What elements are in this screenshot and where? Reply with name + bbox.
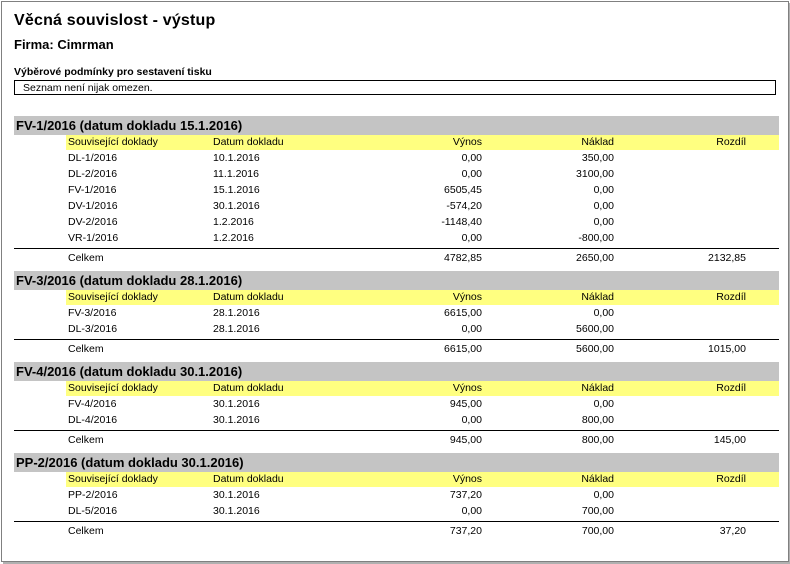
- table-row: [14, 166, 779, 182]
- row-date: 11.1.2016: [213, 168, 259, 180]
- row-naklad: 0,00: [593, 398, 614, 410]
- column-header-vynos: Výnos: [452, 291, 482, 303]
- row-date: 30.1.2016: [213, 489, 260, 501]
- section-header: FV-3/2016 (datum dokladu 28.1.2016): [14, 271, 779, 290]
- total-label: Celkem: [68, 434, 104, 446]
- column-header-row: [66, 472, 779, 487]
- column-header-rozdil: Rozdíl: [716, 382, 746, 394]
- total-label: Celkem: [68, 525, 104, 537]
- row-doc: DV-1/2016: [68, 200, 118, 212]
- row-doc: FV-1/2016: [68, 184, 117, 196]
- column-header-row: [66, 135, 779, 150]
- row-naklad: 0,00: [593, 307, 614, 319]
- document-section: [14, 453, 779, 540]
- row-date: 1.2.2016: [213, 216, 254, 228]
- filter-value: Seznam není nijak omezen.: [23, 82, 153, 94]
- row-doc: FV-4/2016: [68, 398, 117, 410]
- total-naklad: 700,00: [581, 525, 614, 537]
- section-header: PP-2/2016 (datum dokladu 30.1.2016): [14, 453, 779, 472]
- section-rows: [14, 150, 779, 246]
- table-row: [14, 150, 779, 166]
- section-rows: [14, 396, 779, 428]
- row-vynos: 6505,45: [444, 184, 482, 196]
- row-date: 28.1.2016: [213, 307, 260, 319]
- column-header-doc: Související doklady: [68, 382, 158, 394]
- row-date: 30.1.2016: [213, 414, 260, 426]
- total-rozdil: 1015,00: [708, 343, 746, 355]
- table-row: [14, 182, 779, 198]
- total-naklad: 800,00: [581, 434, 614, 446]
- total-rozdil: 37,20: [719, 525, 746, 537]
- filter-box: [14, 80, 776, 95]
- column-header-rozdil: Rozdíl: [716, 473, 746, 485]
- row-vynos: 0,00: [461, 232, 482, 244]
- row-doc: PP-2/2016: [68, 489, 118, 501]
- column-header-date: Datum dokladu: [213, 382, 284, 394]
- column-header-row: [66, 381, 779, 396]
- row-naklad: 0,00: [593, 184, 614, 196]
- row-doc: DL-5/2016: [68, 505, 118, 517]
- total-naklad: 2650,00: [576, 252, 614, 264]
- column-header-vynos: Výnos: [452, 382, 482, 394]
- row-doc: DV-2/2016: [68, 216, 118, 228]
- row-vynos: 945,00: [449, 398, 482, 410]
- section-rows: [14, 305, 779, 337]
- row-vynos: 737,20: [449, 489, 482, 501]
- total-vynos: 6615,00: [444, 343, 482, 355]
- total-rozdil: 145,00: [713, 434, 746, 446]
- column-header-date: Datum dokladu: [213, 291, 284, 303]
- total-row: [14, 430, 779, 449]
- row-doc: DL-1/2016: [68, 152, 118, 164]
- row-vynos: 0,00: [461, 414, 482, 426]
- row-naklad: 0,00: [593, 216, 614, 228]
- row-doc: DL-4/2016: [68, 414, 118, 426]
- total-label: Celkem: [68, 252, 104, 264]
- row-date: 1.2.2016: [213, 232, 254, 244]
- row-date: 30.1.2016: [213, 505, 260, 517]
- total-naklad: 5600,00: [576, 343, 614, 355]
- table-row: [14, 487, 779, 503]
- total-rozdil: 2132,85: [708, 252, 746, 264]
- table-row: [14, 412, 779, 428]
- total-vynos: 945,00: [449, 434, 482, 446]
- row-vynos: 0,00: [461, 505, 482, 517]
- company-name: Firma: Cimrman: [14, 37, 114, 52]
- row-naklad: 350,00: [581, 152, 614, 164]
- total-vynos: 737,20: [449, 525, 482, 537]
- section-header: FV-4/2016 (datum dokladu 30.1.2016): [14, 362, 779, 381]
- column-header-naklad: Náklad: [581, 473, 614, 485]
- row-doc: DL-2/2016: [68, 168, 118, 180]
- filter-caption: Výběrové podmínky pro sestavení tisku: [14, 66, 212, 78]
- row-vynos: 0,00: [461, 323, 482, 335]
- row-date: 28.1.2016: [213, 323, 260, 335]
- column-header-naklad: Náklad: [581, 382, 614, 394]
- row-doc: VR-1/2016: [68, 232, 119, 244]
- document-section: [14, 362, 779, 449]
- table-row: [14, 305, 779, 321]
- row-naklad: -800,00: [578, 232, 614, 244]
- row-vynos: 6615,00: [444, 307, 482, 319]
- total-vynos: 4782,85: [444, 252, 482, 264]
- column-header-rozdil: Rozdíl: [716, 291, 746, 303]
- column-header-date: Datum dokladu: [213, 473, 284, 485]
- column-header-doc: Související doklady: [68, 136, 158, 148]
- total-row: [14, 339, 779, 358]
- row-naklad: 800,00: [581, 414, 614, 426]
- report-title: Věcná souvislost - výstup: [14, 12, 216, 29]
- table-row: [14, 230, 779, 246]
- column-header-date: Datum dokladu: [213, 136, 284, 148]
- table-row: [14, 396, 779, 412]
- row-naklad: 700,00: [581, 505, 614, 517]
- row-vynos: -1148,40: [441, 216, 482, 228]
- row-date: 30.1.2016: [213, 200, 260, 212]
- row-naklad: 0,00: [593, 489, 614, 501]
- column-header-naklad: Náklad: [581, 291, 614, 303]
- column-header-row: [66, 290, 779, 305]
- row-doc: DL-3/2016: [68, 323, 118, 335]
- column-header-naklad: Náklad: [581, 136, 614, 148]
- total-row: [14, 521, 779, 540]
- row-vynos: -574,20: [446, 200, 482, 212]
- total-row: [14, 248, 779, 267]
- row-date: 15.1.2016: [213, 184, 260, 196]
- table-row: [14, 198, 779, 214]
- column-header-rozdil: Rozdíl: [716, 136, 746, 148]
- row-vynos: 0,00: [461, 152, 482, 164]
- document-section: [14, 116, 779, 267]
- total-label: Celkem: [68, 343, 104, 355]
- column-header-vynos: Výnos: [452, 473, 482, 485]
- row-doc: FV-3/2016: [68, 307, 117, 319]
- row-naklad: 0,00: [593, 200, 614, 212]
- column-header-doc: Související doklady: [68, 473, 158, 485]
- column-header-vynos: Výnos: [452, 136, 482, 148]
- column-header-doc: Související doklady: [68, 291, 158, 303]
- row-date: 10.1.2016: [213, 152, 260, 164]
- table-row: [14, 321, 779, 337]
- row-naklad: 3100,00: [576, 168, 614, 180]
- table-row: [14, 214, 779, 230]
- row-naklad: 5600,00: [576, 323, 614, 335]
- document-section: [14, 271, 779, 358]
- report-page: [1, 1, 789, 562]
- section-rows: [14, 487, 779, 519]
- section-header: FV-1/2016 (datum dokladu 15.1.2016): [14, 116, 779, 135]
- report-sections: [14, 116, 779, 544]
- row-date: 30.1.2016: [213, 398, 260, 410]
- row-vynos: 0,00: [461, 168, 482, 180]
- table-row: [14, 503, 779, 519]
